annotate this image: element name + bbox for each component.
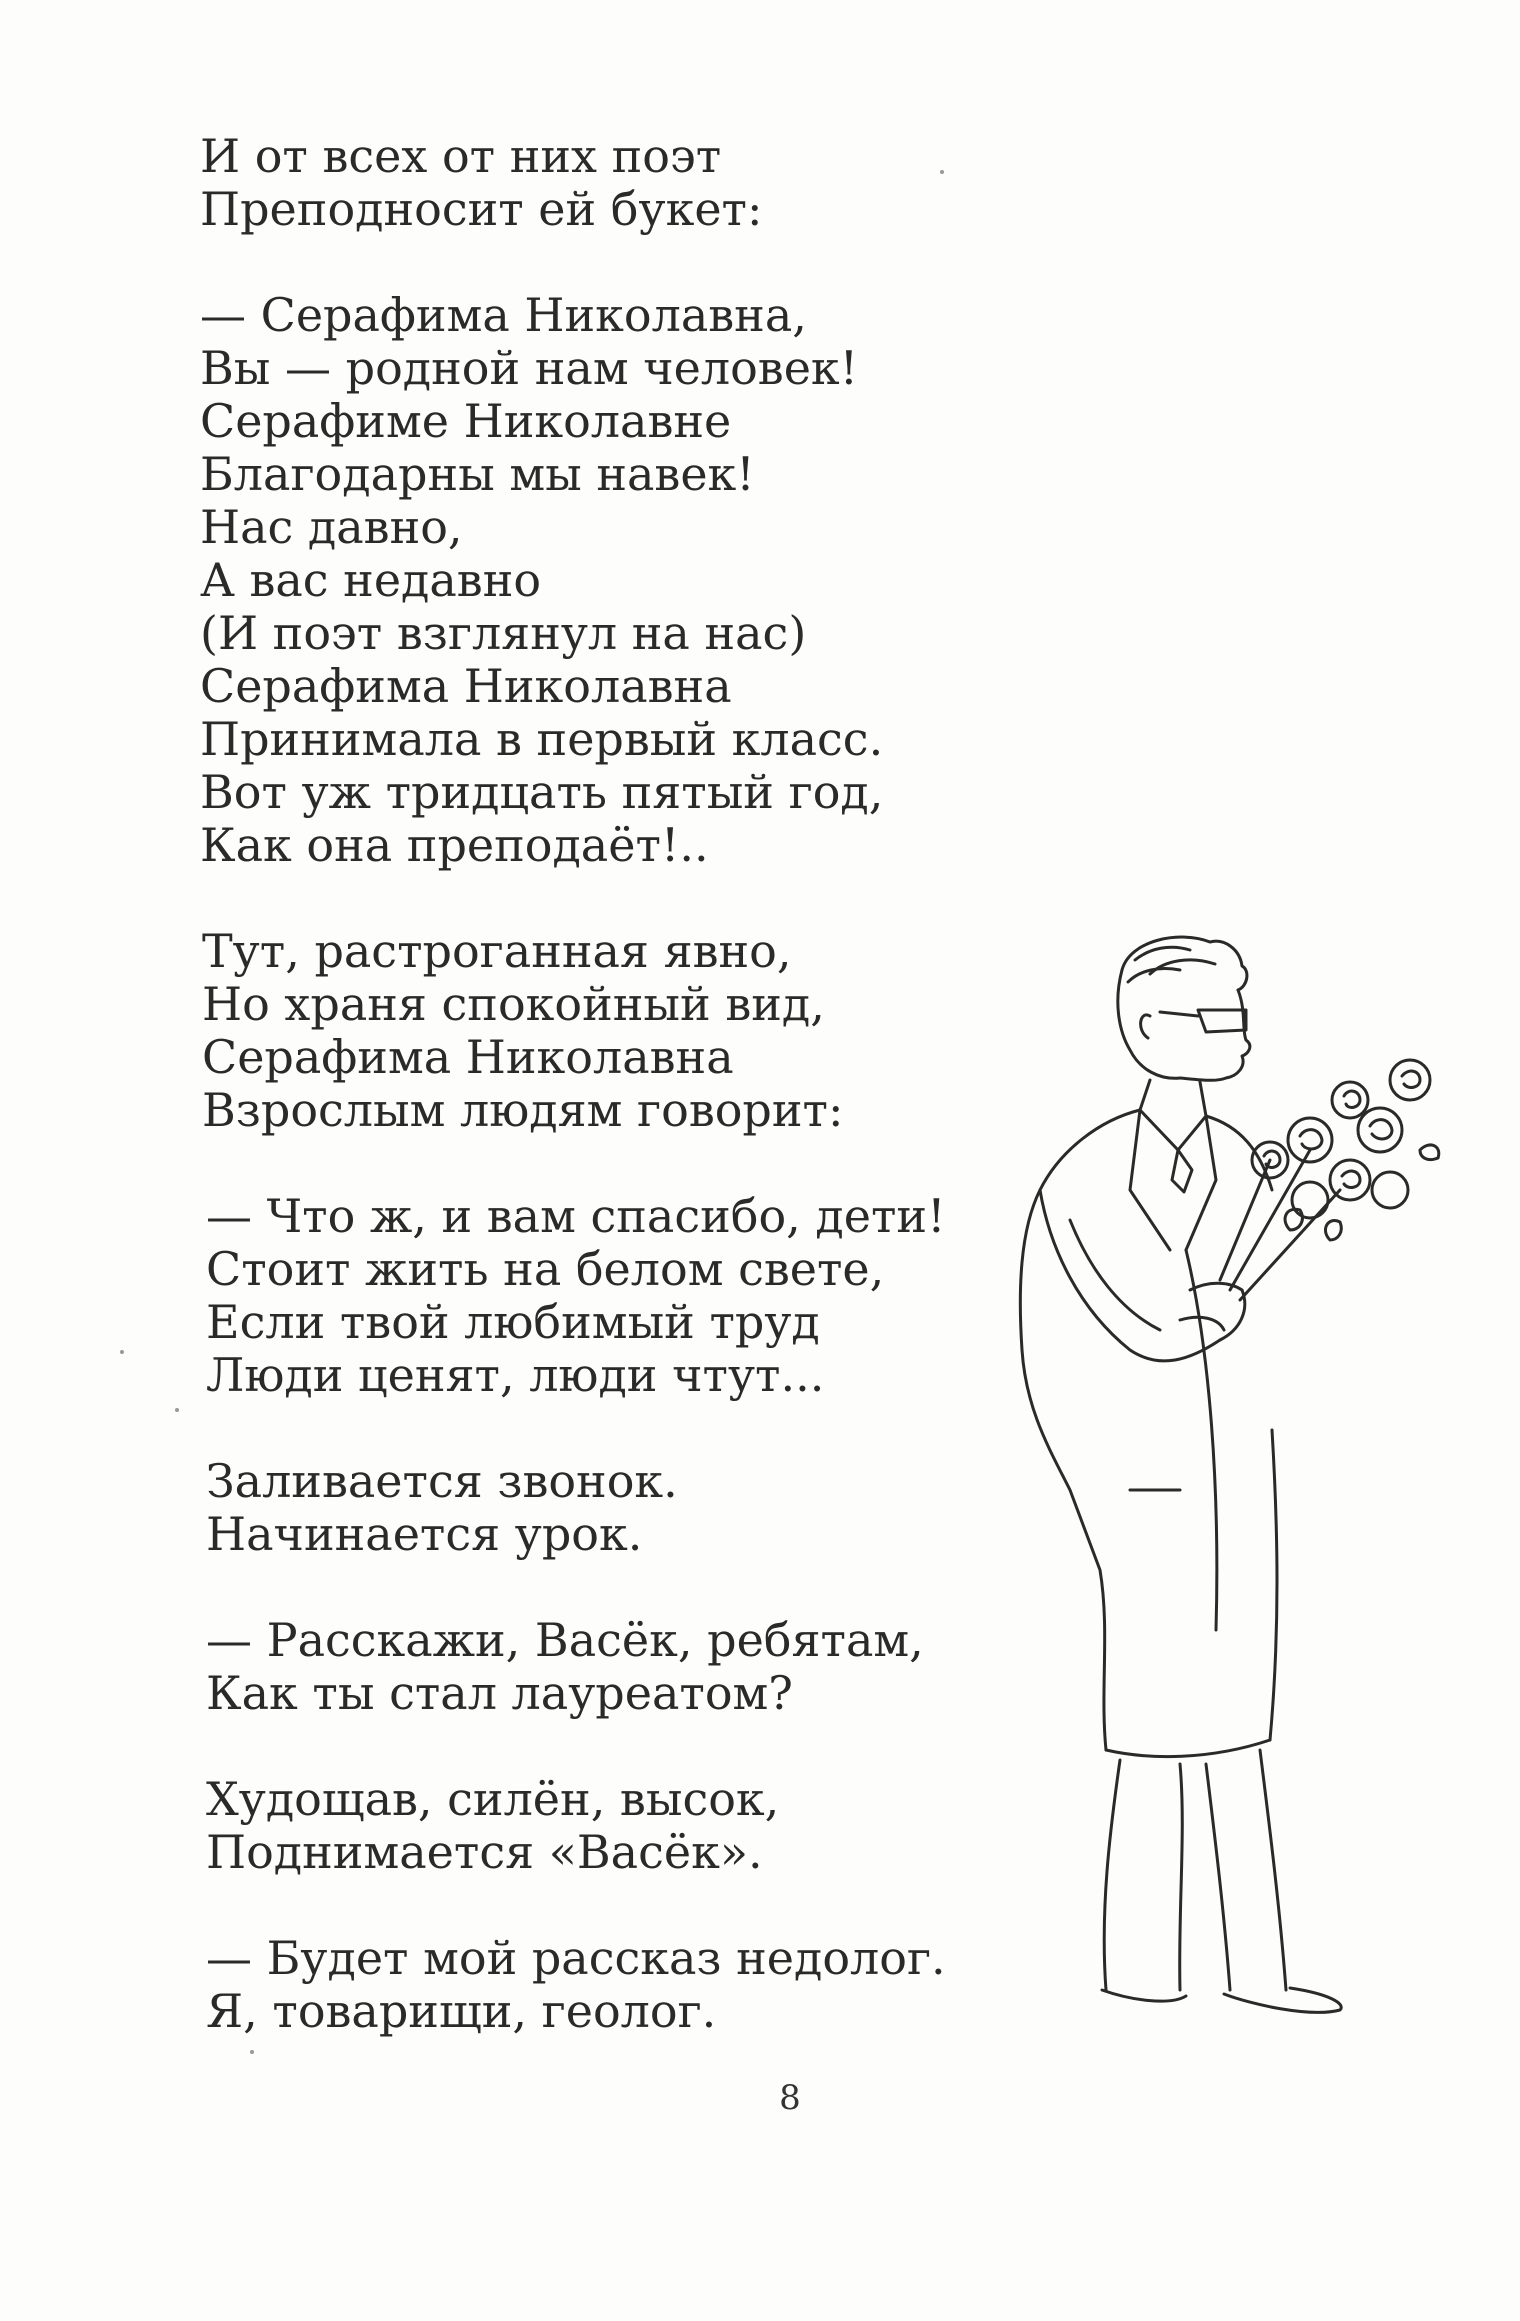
poem-line: Если твой любимый труд <box>206 1295 820 1349</box>
poem-line: Начинается урок. <box>206 1507 643 1561</box>
poem-line: Вот уж тридцать пятый год, <box>200 765 884 819</box>
poem-line: Благодарны мы навек! <box>200 447 755 501</box>
poem-line: Как она преподаёт!.. <box>200 818 709 872</box>
poem-line: — Что ж, и вам спасибо, дети! <box>206 1189 946 1243</box>
poem-line: Стоит жить на белом свете, <box>206 1242 885 1296</box>
poem-line: Как ты стал лауреатом? <box>206 1666 793 1720</box>
man-with-flowers-icon <box>1010 930 1480 2050</box>
paper-speck <box>250 2050 254 2054</box>
poem-line: Люди ценят, люди чтут... <box>206 1348 825 1402</box>
poem-line: — Будет мой рассказ недолог. <box>206 1931 946 1985</box>
poem-line: Нас давно, <box>200 500 463 554</box>
poem-line: (И поэт взглянул на нас) <box>200 606 807 660</box>
stanza <box>206 1190 990 1402</box>
stanza <box>206 1455 990 1561</box>
stanza <box>200 130 990 236</box>
paper-speck <box>120 1350 124 1354</box>
poem-line: Принимала в первый класс. <box>200 712 884 766</box>
poem-line: И от всех от них поэт <box>200 129 722 183</box>
poem-line: Тут, растроганная явно, <box>202 924 792 978</box>
poem-line: — Серафима Николавна, <box>200 288 807 342</box>
stanza <box>206 1614 990 1720</box>
poem-line: Поднимается «Васёк». <box>206 1825 763 1879</box>
poem-line: Заливается звонок. <box>206 1454 678 1508</box>
poem-line: А вас недавно <box>200 553 542 607</box>
poem-line: Серафима Николавна <box>200 659 732 713</box>
stanza <box>206 1773 990 1879</box>
paper-speck <box>940 170 944 174</box>
poem-line: Худощав, силён, высок, <box>206 1772 780 1826</box>
stanza <box>200 289 990 872</box>
poem-line: Вы — родной нам человек! <box>200 341 859 395</box>
poem-line: Серафиме Николавне <box>200 394 732 448</box>
poem-line: Преподносит ей букет: <box>200 182 763 236</box>
poem-text <box>200 130 990 2091</box>
poem-line: Серафима Николавна <box>202 1030 734 1084</box>
poem-line: Но храня спокойный вид, <box>202 977 825 1031</box>
poem-line: Я, товарищи, геолог. <box>206 1984 717 2038</box>
paper-speck <box>175 1408 179 1412</box>
stanza <box>206 1932 990 2038</box>
page-number: 8 <box>779 2078 801 2118</box>
poem-line: Взрослым людям говорит: <box>202 1083 844 1137</box>
poem-line: — Расскажи, Васёк, ребятам, <box>206 1613 924 1667</box>
stanza <box>202 925 990 1137</box>
